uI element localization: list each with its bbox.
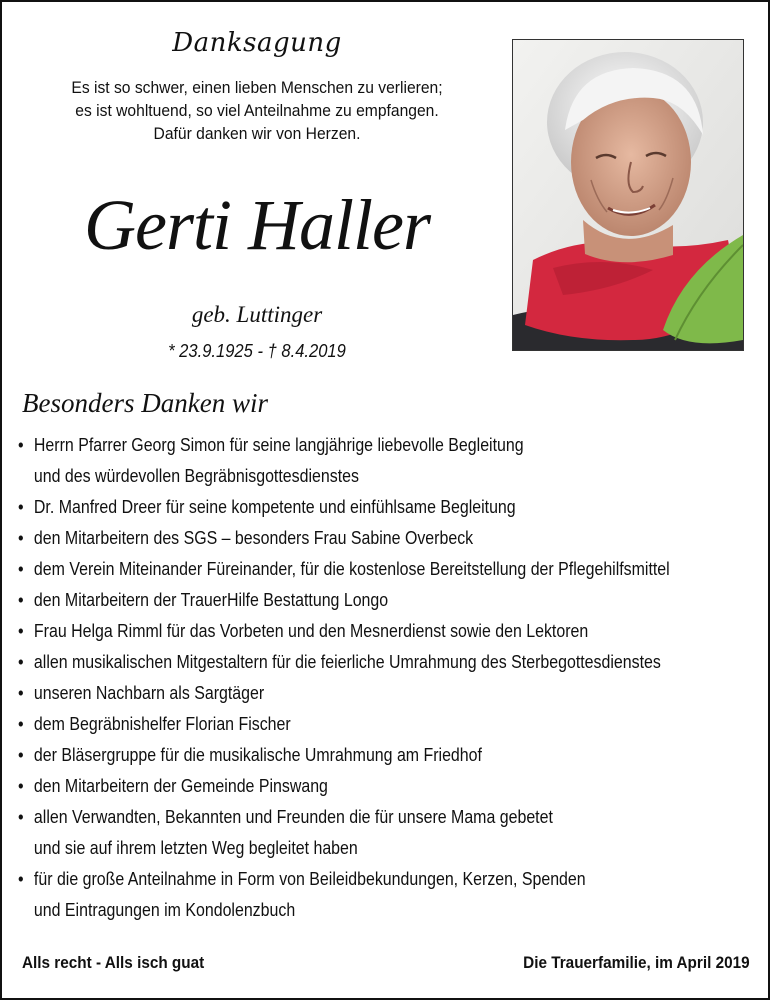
footer-motto: Alls recht - Alls isch guat (22, 953, 205, 972)
list-item: • den Mitarbeitern der TrauerHilfe Bestattung Longo (18, 585, 726, 616)
bullet-icon: • (18, 869, 24, 889)
list-item: • dem Begräbnishelfer Florian Fischer (18, 709, 726, 740)
bullet-icon: • (18, 621, 24, 641)
bullet-icon: • (18, 528, 24, 548)
quote (41, 76, 473, 145)
thanks-list (18, 430, 726, 926)
list-item: • der Bläsergruppe für die musikalische Umrahmung am Friedhof (18, 740, 726, 771)
list-item: • Herrn Pfarrer Georg Simon für seine langjährige liebevolle Begleitung und des würdevollen Begräbnisgottesdienstes (18, 430, 726, 492)
bullet-icon: • (18, 435, 24, 455)
deceased-name: Gerti Haller (84, 185, 430, 265)
list-item: • Frau Helga Rimml für das Vorbeten und den Mesnerdienst sowie den Lektoren (18, 616, 726, 647)
list-item: • Dr. Manfred Dreer für seine kompetente und einfühlsame Begleitung (18, 492, 726, 523)
quote-line: Dafür danken wir von Herzen. (153, 124, 361, 143)
bullet-icon: • (18, 776, 24, 796)
bullet-icon: • (18, 559, 24, 579)
quote-line: Es ist so schwer, einen lieben Menschen zu verlieren; (71, 78, 443, 97)
portrait-photo (512, 39, 744, 351)
heading: Danksagung (172, 28, 342, 58)
bullet-icon: • (18, 745, 24, 765)
maiden-name: geb. Luttinger (191, 302, 323, 327)
quote-line: es ist wohltuend, so viel Anteilnahme zu empfangen. (75, 101, 439, 120)
list-item: • den Mitarbeitern des SGS – besonders Frau Sabine Overbeck (18, 523, 726, 554)
life-dates: * 23.9.1925 - † 8.4.2019 (168, 341, 346, 361)
bullet-icon: • (18, 652, 24, 672)
list-item: • dem Verein Miteinander Füreinander, für die kostenlose Bereitstellung der Pflegehilfsmittel (18, 554, 726, 585)
list-item: • den Mitarbeitern der Gemeinde Pinswang (18, 771, 726, 802)
list-item: • allen Verwandten, Bekannten und Freunden die für unsere Mama gebetet und sie auf ihrem letzten Weg begleitet haben (18, 802, 726, 864)
bullet-icon: • (18, 714, 24, 734)
list-item: • allen musikalischen Mitgestaltern für die feierliche Umrahmung des Sterbegottesdienstes (18, 647, 726, 678)
list-item: • für die große Anteilnahme in Form von Beileidbekundungen, Kerzen, Spenden und Eintragungen im Kondolenzbuch (18, 864, 726, 926)
bullet-icon: • (18, 497, 24, 517)
bullet-icon: • (18, 683, 24, 703)
footer-signature: Die Trauerfamilie, im April 2019 (523, 953, 750, 972)
bullet-icon: • (18, 807, 24, 827)
bullet-icon: • (18, 590, 24, 610)
section-heading: Besonders Danken wir (22, 388, 268, 418)
portrait-illustration (513, 40, 743, 350)
list-item: • unseren Nachbarn als Sargtäger (18, 678, 726, 709)
